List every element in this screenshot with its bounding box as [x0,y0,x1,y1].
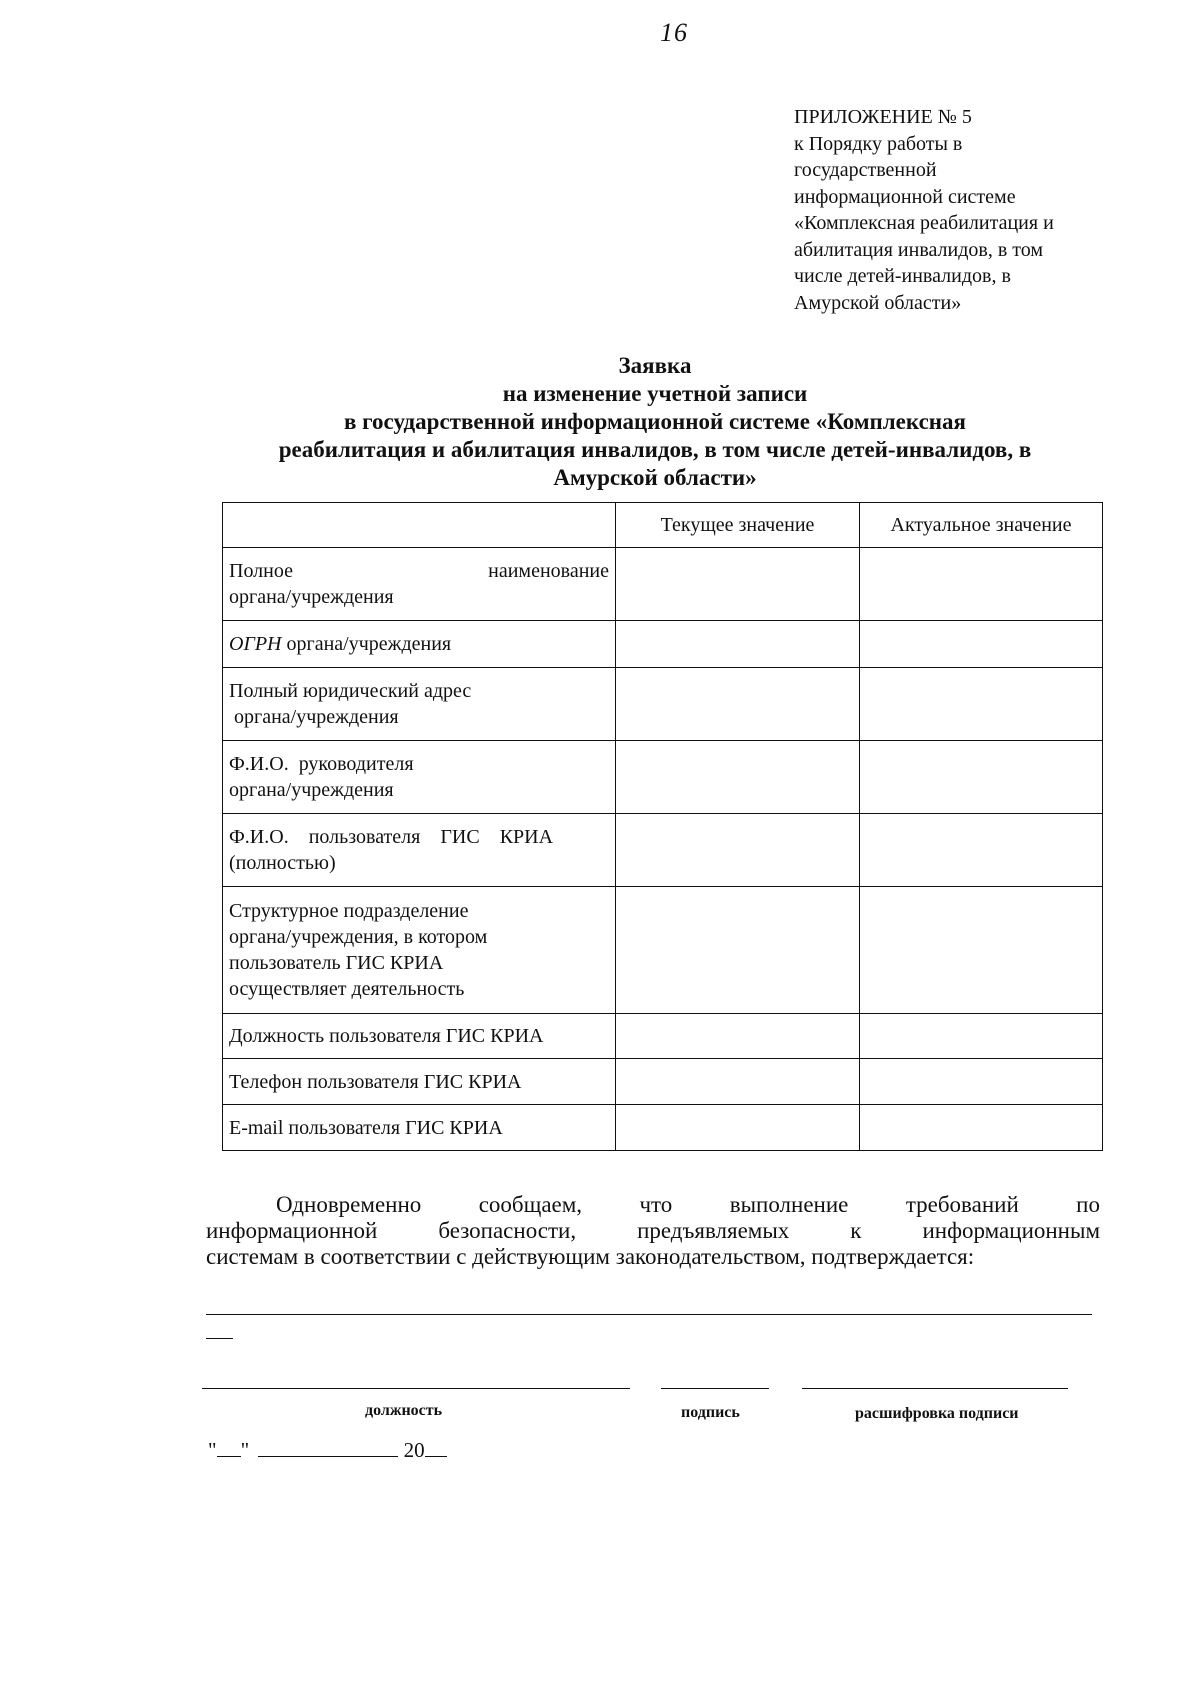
row-label-part: Ф.И.О. руководителя [229,753,414,775]
row-label-part: органа/учреждения [281,633,452,655]
table-row [223,1059,1103,1105]
row-label-subdivision [223,887,616,1014]
date-open-quote: " [208,1438,217,1462]
row-label-part: осуществляет деятельность [229,978,465,1000]
actual-value-cell[interactable] [860,1105,1103,1151]
row-label-part: Ф.И.О. пользователя ГИС КРИА [229,826,554,848]
row-label-part: наименование [488,560,609,582]
row-label-part: органа/учреждения [229,706,399,728]
row-label-legal-address [223,668,616,741]
title-line: реабилитация и абилитация инвалидов, в том числе детей-инвалидов, в [278,437,1032,462]
row-label-part: органа/учреждения [229,586,394,608]
actual-value-cell[interactable] [860,621,1103,668]
row-label-phone: Телефон пользователя ГИС КРИА [223,1059,616,1105]
date-line [208,1438,447,1463]
date-year-prefix: 20 [403,1438,425,1462]
row-label-part: Структурное подразделение [229,900,469,922]
current-value-cell[interactable] [616,621,860,668]
actual-value-cell[interactable] [860,814,1103,887]
table-header-row [223,503,1103,548]
actual-value-cell[interactable] [860,1014,1103,1059]
current-value-cell[interactable] [616,1014,860,1059]
row-label-user-name [223,814,616,887]
actual-value-cell[interactable] [860,548,1103,621]
signature-decoding-line[interactable] [802,1388,1068,1389]
appendix-line: «Комплексная реабилитация и [794,212,1054,234]
actual-value-cell[interactable] [860,668,1103,741]
title-line: Амурской области» [553,465,757,490]
current-value-cell[interactable] [616,741,860,814]
position-caption: должность [365,1402,443,1419]
date-month-blank[interactable] [258,1456,398,1457]
appendix-line: Амурской области» [794,291,962,314]
title-line: на изменение учетной записи [502,381,808,406]
table-row [223,887,1103,1014]
appendix-header [794,104,1094,316]
date-day-blank[interactable] [217,1456,241,1457]
row-label-part: ОГРН [229,633,282,655]
actual-value-cell[interactable] [860,741,1103,814]
row-label-part: (полностью) [229,852,336,874]
statement-line: Одновременно сообщаем, что выполнение требований по [276,1192,1100,1217]
signature-decoding-caption: расшифровка подписи [855,1405,1019,1422]
row-label-part: органа/учреждения [229,779,394,801]
page-number: 16 [660,18,688,47]
row-label-part: Полный юридический адрес [229,680,472,702]
appendix-line: ПРИЛОЖЕНИЕ № 5 [794,106,972,128]
date-year-blank[interactable] [425,1456,447,1457]
header-blank-cell [223,503,616,548]
current-value-cell[interactable] [616,1059,860,1105]
current-value-cell[interactable] [616,668,860,741]
row-label-part: пользователь ГИС КРИА [229,952,444,974]
table-row [223,1105,1103,1151]
table-row [223,741,1103,814]
date-close-quote: " [240,1438,250,1462]
row-label-head-name [223,741,616,814]
title-line: Заявка [618,353,692,378]
statement-line: системам в соответствии с действующим законодательством, подтверждается: [206,1244,975,1269]
statement-paragraph [206,1192,1100,1270]
current-value-cell[interactable] [616,887,860,1014]
current-value-cell[interactable] [616,814,860,887]
account-change-table [222,502,1103,1151]
row-label-position: Должность пользователя ГИС КРИА [223,1014,616,1059]
appendix-line: государственной [794,159,937,181]
row-label-part: Полное [229,560,293,582]
position-line[interactable] [202,1388,630,1389]
row-label-email: E-mail пользователя ГИС КРИА [223,1105,616,1151]
row-label-ogrn [223,621,616,668]
table-row [223,814,1103,887]
signature-line[interactable] [661,1388,769,1389]
appendix-line: информационной системе [794,185,1016,208]
table-row [223,1014,1103,1059]
row-label-full-name [223,548,616,621]
appendix-line: числе детей-инвалидов, в [794,265,1011,287]
table-row [223,621,1103,668]
signature-caption: подпись [681,1404,740,1421]
row-label-part: органа/учреждения, в котором [229,926,488,948]
title-line: в государственной информационной системе «Комплексная [344,409,966,434]
document-title [200,352,1110,492]
table-row [223,668,1103,741]
appendix-line: абилитация инвалидов, в том [794,238,1044,261]
header-actual-value: Актуальное значение [860,503,1103,548]
table-row [223,548,1103,621]
statement-line: информационной безопасности, предъявляемых к информационным [206,1218,1100,1243]
current-value-cell[interactable] [616,1105,860,1151]
header-current-value: Текущее значение [616,503,860,548]
current-value-cell[interactable] [616,548,860,621]
actual-value-cell[interactable] [860,1059,1103,1105]
appendix-line: к Порядку работы в [794,132,963,155]
statement-fill-line[interactable] [206,1314,1092,1315]
actual-value-cell[interactable] [860,887,1103,1014]
statement-fill-line-tail[interactable] [206,1338,233,1339]
